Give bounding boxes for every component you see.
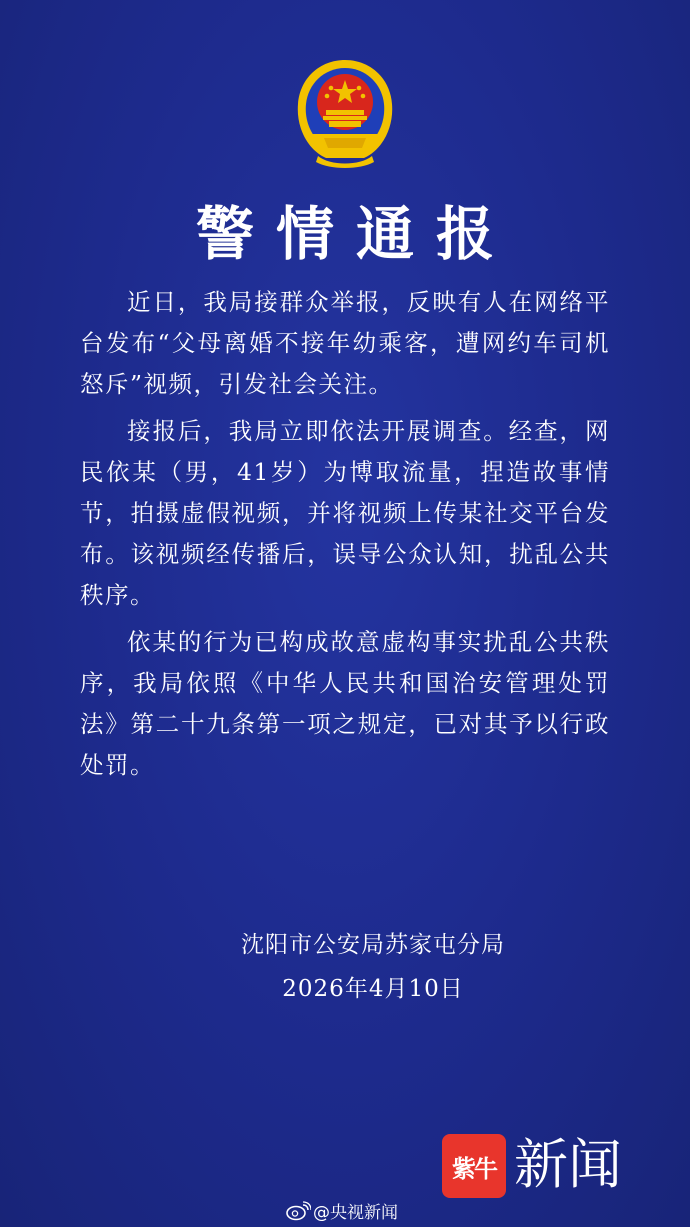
paragraph: 接报后，我局立即依法开展调查。经查，网民依某（男，41岁）为博取流量，捏造故事情节，拍摄虚假视频，并将视频上传某社交平台发布。该视频经传播后，误导公众认知，扰乱公共秩序。 [80, 417, 610, 609]
zjniu-logo [442, 1134, 506, 1198]
weibo-handle: @央视新闻 [313, 1203, 398, 1223]
paragraph: 依某的行为已构成故意虚构事实扰乱公共秩序，我局依照《中华人民共和国治安管理处罚法》第二十九条第一项之规定，已对其予以行政处罚。 [80, 628, 610, 779]
paragraph: 近日，我局接群众举报，反映有人在网络平台发布“父母离婚不接年幼乘客，遭网约车司机怒斥”视频，引发社会关注。 [80, 288, 610, 398]
issue-date: 2026年4月10日 [282, 976, 464, 1002]
logo-text: 紫牛 [452, 1154, 496, 1183]
issuer-name: 沈阳市公安局苏家屯分局 [241, 932, 505, 958]
notice-body [80, 282, 610, 792]
police-emblem-icon [290, 58, 400, 170]
weibo-watermark [285, 1198, 398, 1223]
brand-text: 新闻 [514, 1133, 622, 1196]
page-title: 警情通报 [195, 200, 516, 268]
weibo-icon [285, 1201, 311, 1221]
